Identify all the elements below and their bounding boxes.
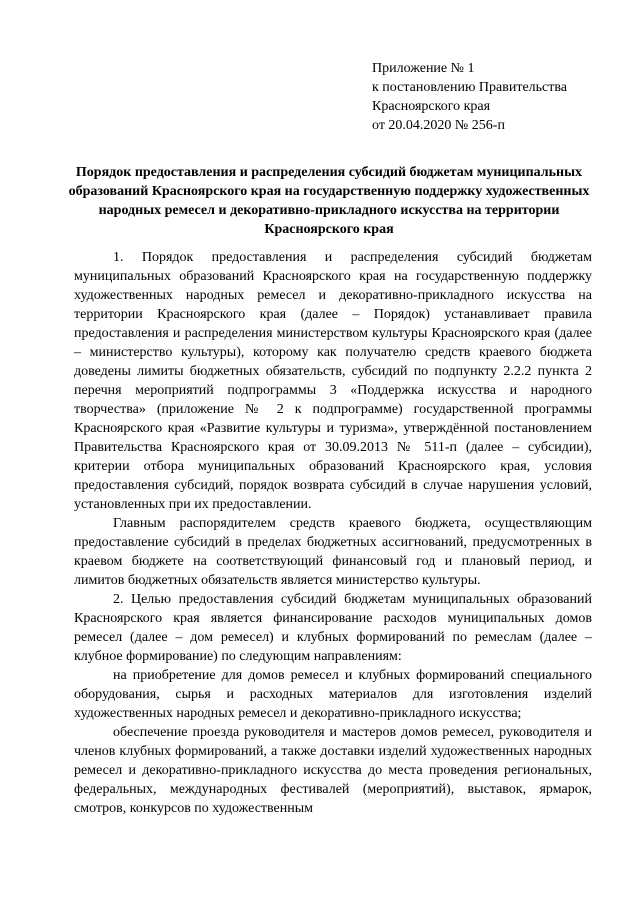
document-body [74,248,592,818]
paragraph-3: 2. Целью предоставления субсидий бюджетам муниципальных образований Красноярского края является финансирование расходов муниципальных домов ремесел (далее – дом ремесел) и клубных формирований по ремеслам (далее – клубное формирование) по следующим направлениям: [74,592,592,664]
approval-line-resolution: к постановлению Правительства [372,80,568,95]
approval-line-region: Красноярского края [372,99,491,114]
approval-block [372,59,567,135]
approval-line-date: от 20.04.2020 № 256-п [372,118,505,133]
approval-line-appendix: Приложение № 1 [372,61,475,76]
document-title: Порядок предоставления и распределения субсидий бюджетам муниципальных образований Красноярского края на государственную поддержку художественных народных ремесел и декоративно-прикладного искусства на территории Красноярского края [68,165,590,237]
paragraph-4: на приобретение для домов ремесел и клубных формирований специального оборудования, сырья и расходных материалов для изготовления изделий художественных народных ремесел и декоративно-прикладного искусства; [74,668,592,721]
paragraph-1: 1. Порядок предоставления и распределения субсидий бюджетам муниципальных образований Красноярского края на государственную поддержку художественных народных ремесел и декоративно-прикладного искусства на территории Красноярского края (далее – Порядок) устанавливает правила предоставления и распределения министерством культуры Красноярского края (далее – министерство культуры), которому как получателю средств краевого бюджета доведены лимиты бюджетных обязательств, субсидий по подпункту 2.2.2 пункта 2 перечня мероприятий подпрограммы 3 «Поддержка искусства и народного творчества» (приложение № 2 к подпрограмме) государственной программы Красноярского края «Развитие культуры и туризма», утверждённой постановлением Правительства Красноярского края от 30.09.2013 № 511-п (далее – субсидии), критерии отбора муниципальных образований Красноярского края, условия предоставления субсидий, порядок возврата субсидий в случае нарушения условий, установленных при их предоставлении. [74,250,592,512]
paragraph-2: Главным распорядителем средств краевого бюджета, осуществляющим предоставление субсидий в пределах бюджетных ассигнований, предусмотренных в краевом бюджете на соответствующий финансовый год и плановый период, и лимитов бюджетных обязательств является министерство культуры. [74,516,592,588]
paragraph-5: обеспечение проезда руководителя и мастеров домов ремесел, руководителя и членов клубных формирований, а также доставки изделий художественных народных ремесел и декоративно-прикладного искусства до места проведения региональных, федеральных, международных фестивалей (мероприятий), выставок, ярмарок, смотров, конкурсов по художественным [74,725,592,816]
